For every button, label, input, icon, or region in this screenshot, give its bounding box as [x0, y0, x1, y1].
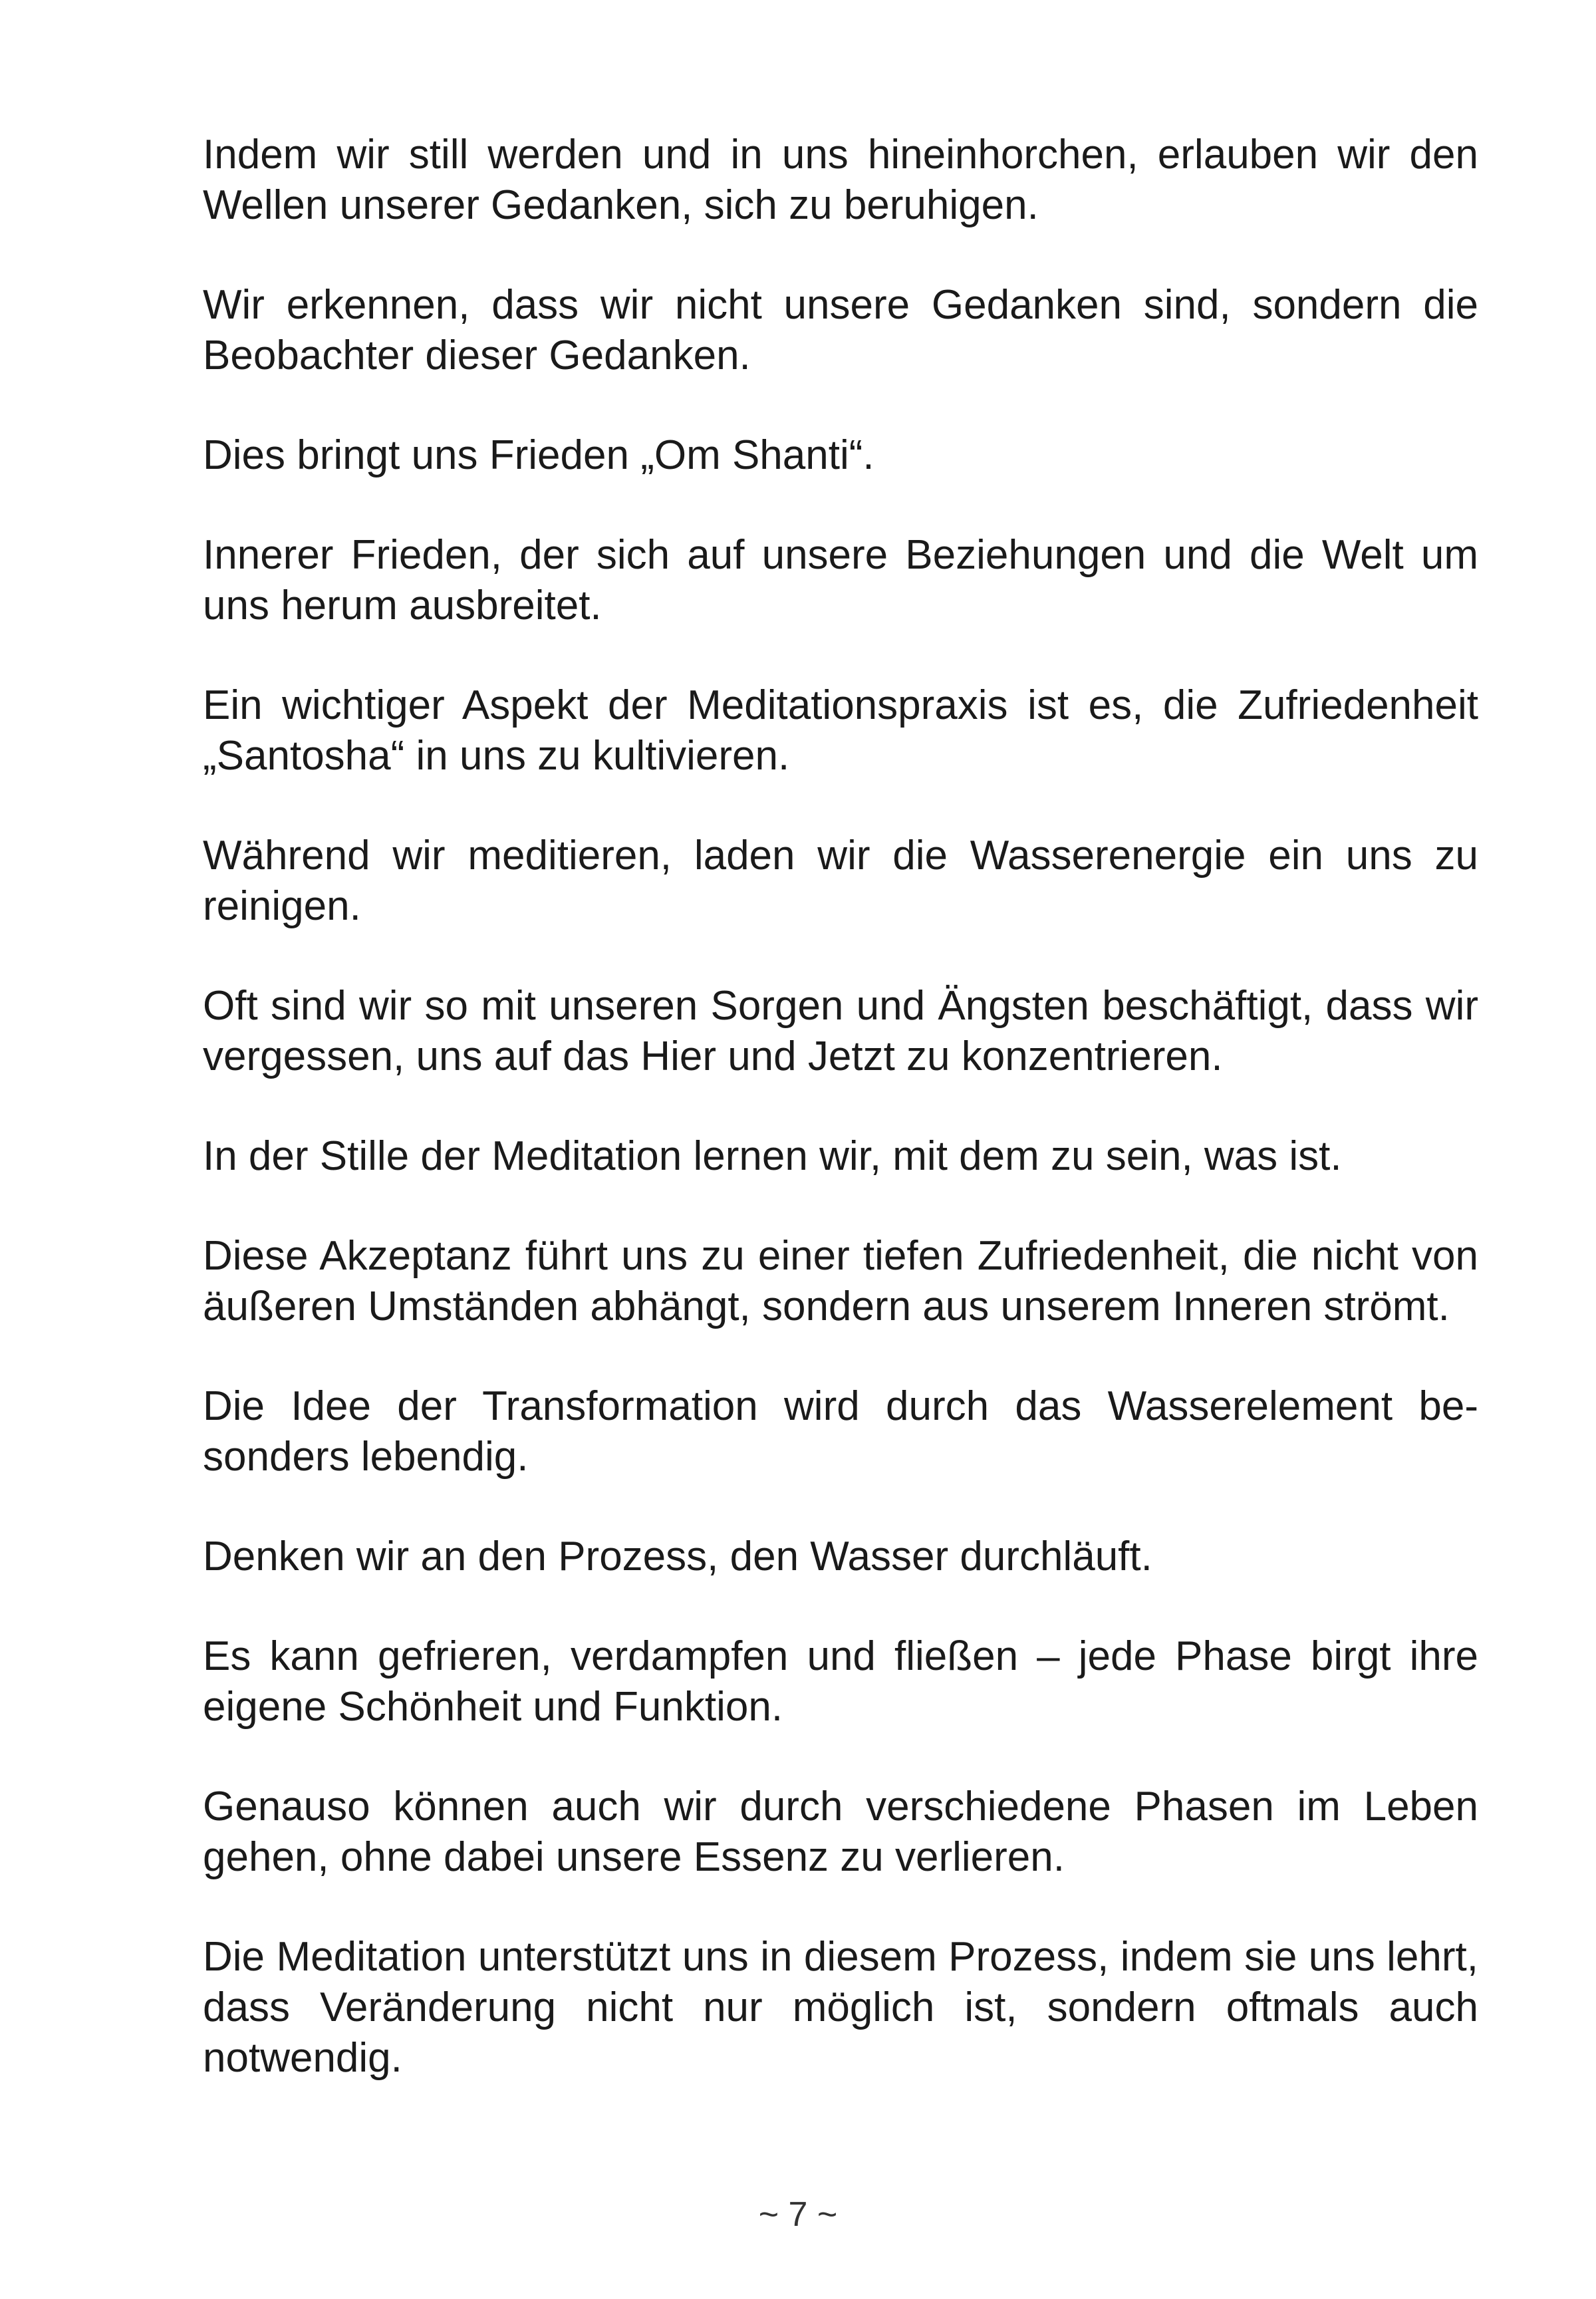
paragraph: Es kann gefrieren, verdampfen und fließen – jede Phase birgt ihre eigene Schönheit und Funktion. [203, 1633, 1478, 1730]
paragraph: In der Stille der Meditation lernen wir, mit dem zu sein, was ist. [203, 1133, 1342, 1179]
paragraph: Oft sind wir so mit unseren Sorgen und Ängsten beschäftigt, dass wir vergessen, uns auf das Hier und Jetzt zu konzentrieren. [203, 983, 1478, 1079]
paragraph: Die Meditation unterstützt uns in diesem Prozess, indem sie uns lehrt, dass Veränderung nicht nur möglich ist, sondern oftmals auch notwendig. [203, 1934, 1478, 2081]
page-number: ~ 7 ~ [758, 2195, 838, 2234]
paragraph: Innerer Frieden, der sich auf unsere Beziehungen und die Welt um uns herum ausbreitet. [203, 532, 1478, 628]
paragraph: Diese Akzeptanz führt uns zu einer tiefen Zufriedenheit, die nicht von äußeren Umständen abhängt, sondern aus unserem Inneren strömt. [203, 1233, 1478, 1329]
paragraph: Ein wichtiger Aspekt der Meditationspraxis ist es, die Zufriedenheit „Santosha“ in uns zu kultivieren. [203, 682, 1478, 779]
paragraph: Die Idee der Transformation wird durch das Wasserelement besonders lebendig. [203, 1383, 1478, 1480]
paragraph: Dies bringt uns Frieden „Om Shanti“. [203, 432, 874, 478]
paragraph: Indem wir still werden und in uns hineinhorchen, erlauben wir den Wellen unserer Gedanken, sich zu beruhigen. [203, 132, 1478, 228]
paragraph: Genauso können auch wir durch verschiedene Phasen im Leben gehen, ohne dabei unsere Essenz zu verlieren. [203, 1784, 1478, 1880]
paragraph: Wir erkennen, dass wir nicht unsere Gedanken sind, sondern die Beobachter dieser Gedanken. [203, 282, 1478, 378]
document-body [203, 130, 1478, 2084]
paragraph: Während wir meditieren, laden wir die Wasserenergie ein uns zu reinigen. [203, 833, 1478, 929]
paragraph: Denken wir an den Prozess, den Wasser durchläuft. [203, 1534, 1152, 1579]
